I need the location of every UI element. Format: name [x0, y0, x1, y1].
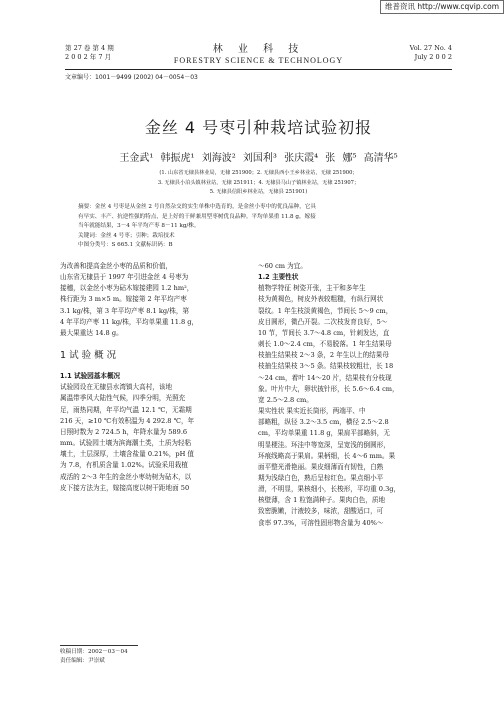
authors: 王金武¹ 韩振虎¹ 刘海波² 刘国利³ 张庆霞⁴ 张 娜⁵ 高清华⁵ — [119, 153, 398, 164]
editor: 责任编辑：尹崇斌 — [60, 657, 105, 664]
volume-issue-cn: 第 27 卷 第 4 期 — [65, 44, 114, 52]
body-line: 环痕线略高于果肩。果柄细，长 4～6 mm。果 — [258, 451, 396, 460]
subsection-heading: 1.1 试验园基本概况 — [60, 372, 121, 381]
body-line: 最大果重达 14.8 g。 — [60, 328, 123, 337]
header-center — [65, 44, 452, 66]
footnote-rule — [60, 645, 138, 646]
body-line: 枝抽生结果枝 3～5 条。结果枝较粗壮，长 18 — [258, 362, 394, 371]
body-line: 皮目圆形，微凸开裂。二次枝发育良好，5～ — [258, 317, 388, 326]
right-column — [258, 261, 452, 529]
body-line: 象。叶片中大，卵状披针形，长 5.6～6.4 cm， — [258, 384, 399, 393]
body-line: 期为浅绿白色，熟后呈棕红色。果点细小平 — [258, 473, 384, 482]
body-line: 足，雨热同期，年平均气温 12.1 ℃，无霜期 — [60, 405, 192, 414]
body-line: mm。试验园土壤为滨海潮土类，土质为轻粘 — [60, 439, 192, 448]
date-en: July 2 0 0 2 — [414, 53, 452, 61]
body-line: 枝抽生结果枝 2～3 条，2 年生以上的结果母 — [258, 351, 389, 360]
header-right — [410, 44, 452, 62]
header-rule — [65, 69, 452, 70]
body-line: 216 天，≥10 ℃有效积温为 4 292.8 ℃，年 — [60, 416, 195, 425]
body-line: 致密脆嫩，汁液较多，味浓，甜酸适口，可 — [258, 507, 384, 516]
journal-name-cn: 林 业 科 技 — [212, 44, 305, 55]
body-line: 植物学特征 树姿开张，主干和多年生 — [258, 284, 366, 293]
body-line: 株行距为 3 m×5 m。嫁接第 2 年平均产枣 — [60, 295, 187, 304]
affiliation-line: 5. 无棣县信阳乡林业站，无棣县 251901) — [209, 189, 308, 195]
body-line: ～24 cm，着叶 14～20 片，结果枝有分枝现 — [258, 373, 392, 382]
footnote — [60, 648, 128, 665]
body-line: 刺长 1.0～2.4 cm，不易脱落。1 年生结果母 — [258, 340, 392, 349]
watermark: 维普资讯 http://www.cqvip.com — [380, 0, 504, 14]
affiliations — [65, 169, 452, 198]
body-line: 日照时数为 2 724.5 h，年降水量为 589.6 — [60, 427, 188, 436]
body-line: 为改善和提高金丝小枣的品质和价值， — [60, 262, 173, 270]
body-line: 壤土，土层深厚，土壤含盐量 0.21%，pH 值 — [60, 450, 195, 459]
received-date: 收稿日期：2002－03－04 — [60, 649, 128, 655]
abstract-line: 有早实、丰产、抗逆性强的特点，是上好的干鲜兼用型枣树优良品种。平均单果重 11.8 g，嫁接 — [78, 213, 316, 220]
left-column — [60, 261, 253, 494]
body-line: 面平整光滑艳丽。果皮细薄而有韧性，白熟 — [258, 462, 384, 471]
keywords: 关键词：金丝 4 号枣；引种；栽培技术 — [78, 232, 175, 239]
subsection-heading: 1.2 主要性状 — [258, 273, 299, 282]
body-line: 果实性状 果实近长筒形，两端平、中 — [258, 407, 366, 416]
section-heading: 1 试 验 概 况 — [60, 350, 117, 362]
body-line: 皮下接方法为主，嫁接高度以树干距地面 50 — [60, 483, 190, 492]
body-line: 接穗，以金丝小枣为砧木嫁接建园 1.2 hm²， — [60, 284, 194, 293]
body-line: 3.1 kg/株，第 3 年平均产枣 8.1 kg/株，第 — [60, 306, 190, 315]
body-line: 滑，不明显，果核细小，长梭形，平均重 0.3g， — [258, 485, 401, 494]
body-line: 山东省无棣县于 1997 年引进金丝 4 号枣为 — [60, 273, 189, 282]
body-line: 枝为黄褐色，树皮外表较粗糙，有纵行网状 — [258, 295, 384, 304]
body-line: 核壁薄，含 1 粒饱满种子。果肉白色，质地 — [258, 496, 386, 505]
journal-name-en: FORESTRY SCIENCE & TECHNOLOGY — [173, 56, 344, 65]
classification: 中图分类号：S 665.1 文献标识码：B — [78, 242, 173, 248]
body-line: 试验园设在无棣县水湾镇大高村，该地 — [60, 383, 173, 392]
body-line: 部略粗，纵径 3.2～3.5 cm，横径 2.5～2.8 — [258, 418, 389, 427]
body-line: 宽 2.5～2.8 cm。 — [258, 395, 313, 404]
body-line: ～60 cm 为宜。 — [258, 262, 307, 270]
paper-title: 金丝 4 号枣引种栽培试验初报 — [144, 118, 373, 137]
body-line: 4 年平均产枣 11 kg/株，平均单果重 11.8 g， — [60, 317, 199, 326]
date-cn: 2 0 0 2 年 7 月 — [65, 53, 112, 61]
body-line: 裂纹。1 年生枝淡黄褐色，节间长 5～9 cm， — [258, 306, 393, 315]
abstract-line: 摘要：金丝 4 号枣是从金丝 2 号自然杂交的实生单株中选育的，是金丝小枣中的优良品种，它具 — [78, 204, 316, 210]
article-number: 文章编号：1001－9499 (2002) 04－0054－03 — [65, 74, 198, 81]
body-line: 成活的 2～3 年生的金丝小枣幼树为砧木，以 — [60, 472, 192, 481]
abstract-block — [78, 203, 442, 251]
affiliation-line: 3. 无棣县小泊头镇林业站，无棣 251911；4. 无棣县马山子镇林业站，无棣 251907； — [157, 179, 360, 186]
body-line: 为 7.8，有机质含量 1.02%。试验采用栽植 — [60, 461, 188, 470]
body-line: cm，平均单果重 11.8 g，果肩平部略斜，无 — [258, 429, 390, 438]
body-line: 10 节，节间长 3.7～4.8 cm，针刺发达，直 — [258, 328, 390, 337]
body-line: 属温带季风大陆性气候，四季分明，光照充 — [60, 394, 186, 403]
abstract-line: 当年就能结果，3－4 年平均产枣 8－11 kg/株。 — [78, 223, 200, 229]
body-line: 明显梗洼。环洼中等宽深，呈宽浅的倒圆形， — [258, 440, 390, 449]
volume-issue-en: Vol. 27 No. 4 — [409, 44, 452, 52]
body-line: 食率 97.3%，可溶性固形物含量为 40%～ — [258, 518, 384, 527]
journal-header — [65, 44, 452, 78]
affiliation-line: (1. 山东省无棣县林业局，无棣 251900；2. 无棣县西小王乡林业站，无棣 251900； — [159, 170, 358, 176]
